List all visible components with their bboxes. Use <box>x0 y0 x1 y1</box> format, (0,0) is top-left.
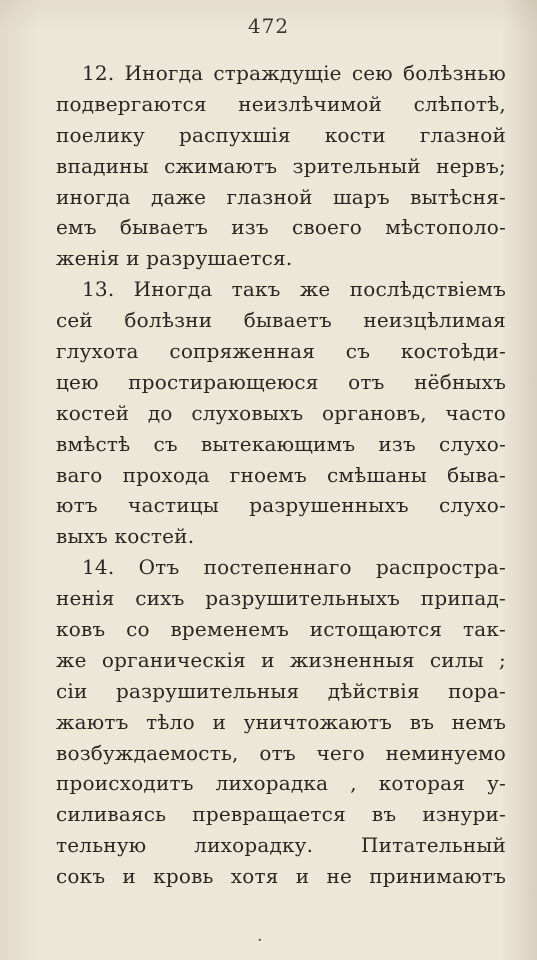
paragraph-14 <box>56 552 506 892</box>
text-line: же органическія и жизненныя силы ; <box>56 647 506 672</box>
text-line: сокъ и кровь хотя и не принимаютъ <box>56 864 506 889</box>
text-line: ютъ частицы разрушенныхъ слухо- <box>56 493 506 518</box>
text-line: вмѣстѣ съ вытекающимъ изъ слухо- <box>56 431 506 456</box>
text-line: 12. Иногда страждущіе сею болѣзнью <box>82 61 506 85</box>
text-line: возбуждаемость, отъ чего неминуемо <box>56 740 506 765</box>
text-line: впадины сжимаютъ зрительный нервъ; <box>56 153 506 178</box>
text-line: женія и разрушается. <box>56 246 293 271</box>
text-line: поелику распухшія кости глазной <box>56 122 506 147</box>
text-line: ковъ со временемъ истощаются так- <box>56 617 506 642</box>
text-line: цею простирающеюся отъ нёбныхъ <box>56 369 506 394</box>
text-line: выхъ костей. <box>56 524 195 549</box>
text-line: сей болѣзни бываетъ неизцѣлимая <box>56 308 506 333</box>
text-line: костей до слуховыхъ органовъ, часто <box>56 400 506 425</box>
text-line: иногда даже глазной шаръ вытѣсня- <box>56 184 506 209</box>
text-line: силиваясь превращается въ изнури- <box>56 802 506 827</box>
text-line: 13. Иногда такъ же послѣдствіемъ <box>82 277 506 302</box>
text-line: жаютъ тѣло и уничтожаютъ въ немъ <box>56 709 506 734</box>
text-line: тельную лихорадку. Питательный <box>56 833 506 858</box>
paragraph-12 <box>56 58 506 274</box>
text-line: ненія сихъ разрушительныхъ припад- <box>56 586 506 611</box>
body-text <box>56 58 506 892</box>
page-number: 472 <box>247 14 290 38</box>
footer-mark: · <box>257 930 263 951</box>
text-line: происходитъ лихорадка , которая у- <box>56 771 506 796</box>
text-line: подвергаются неизлѣчимой слѣпотѣ, <box>56 91 506 116</box>
text-line: 14. Отъ постепеннаго распростра- <box>82 555 506 580</box>
text-line: емъ бываетъ изъ своего мѣстополо- <box>56 215 506 240</box>
paragraph-13 <box>56 274 506 552</box>
text-line: глухота сопряженная съ костоѣди- <box>56 339 506 364</box>
text-line: сіи разрушительныя дѣйствія пора- <box>56 678 506 703</box>
text-line: ваго прохода гноемъ смѣшаны быва- <box>56 462 506 487</box>
